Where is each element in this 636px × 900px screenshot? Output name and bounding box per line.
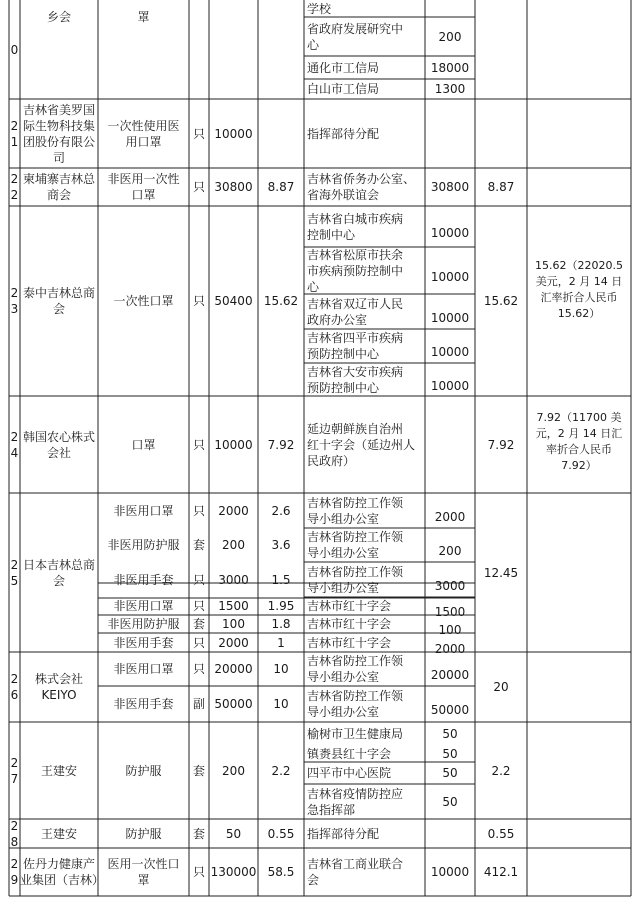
amount: 10 xyxy=(273,662,289,676)
amount: 7.92 xyxy=(267,437,295,452)
recipient-quantity: 200 xyxy=(438,544,462,558)
donor-name: 吉林省美罗国 际生物科技集 团股份有限公 司 xyxy=(22,102,95,165)
serial-number-digit: 6 xyxy=(10,688,19,702)
recipient-quantity: 50000 xyxy=(430,703,470,717)
donor-name: 王建安 xyxy=(40,826,77,841)
recipient-name: 学校 xyxy=(307,1,332,16)
amount: 15.62 xyxy=(263,294,299,308)
item-name: 非医用防护服 xyxy=(107,617,180,631)
recipient-name: 吉林省防控工作领 导小组办公室 xyxy=(307,654,404,684)
unit: 只 xyxy=(192,294,205,308)
amount: 0.55 xyxy=(267,826,295,841)
unit: 只 xyxy=(192,599,205,613)
item-name: 非医用手套 xyxy=(113,635,174,650)
amount: 1.8 xyxy=(271,617,291,631)
recipient-quantity: 20000 xyxy=(430,668,470,682)
item-name: 非医用手套 xyxy=(113,572,174,587)
item-name: 一次性口罩 xyxy=(113,294,174,308)
quantity: 50400 xyxy=(214,294,253,308)
serial-number-digit: 2 xyxy=(10,755,19,770)
unit: 只 xyxy=(192,126,205,141)
quantity: 200 xyxy=(222,538,245,552)
amount: 58.5 xyxy=(267,865,295,879)
item-name: 防护服 xyxy=(125,826,162,841)
item-name: 非医用一次性 口罩 xyxy=(107,172,180,202)
recipient-name: 吉林省大安市疾病 预防控制中心 xyxy=(307,364,404,395)
amount: 8.87 xyxy=(267,180,295,194)
amount: 3.6 xyxy=(271,538,291,552)
unit: 副 xyxy=(192,697,205,711)
recipient-name: 吉林省防控工作领 导小组办公室 xyxy=(307,564,404,595)
recipient-quantity: 1300 xyxy=(434,82,466,96)
amount: 1 xyxy=(277,635,285,650)
total-amount: 12.45 xyxy=(483,565,519,580)
recipient-quantity: 50 xyxy=(442,766,458,780)
recipient-quantity: 2000 xyxy=(434,641,466,656)
quantity: 3000 xyxy=(218,572,249,587)
recipient-quantity: 10000 xyxy=(430,345,470,359)
recipient-quantity: 10000 xyxy=(430,865,470,879)
serial-number-digit: 2 xyxy=(10,818,19,833)
note-text: 7.92（11700 美 元，2 月 14 日汇 率折合人民币 7.92） xyxy=(535,411,623,472)
donor-name: 泰中吉林总商 会 xyxy=(22,286,95,316)
unit: 套 xyxy=(192,538,205,552)
total-amount: 7.92 xyxy=(487,437,515,452)
recipient-name: 吉林省防控工作领 导小组办公室 xyxy=(307,495,404,526)
quantity: 2000 xyxy=(218,503,249,518)
item-name: 一次性使用医 用口罩 xyxy=(107,118,180,149)
quantity: 30800 xyxy=(214,180,253,194)
recipient-name: 吉林省防控工作领 导小组办公室 xyxy=(307,530,404,560)
recipient-name: 榆树市卫生健康局 xyxy=(307,726,404,741)
recipient-name: 吉林省松原市扶余 市疾病预防控制中 心 xyxy=(307,247,404,294)
recipient-name: 吉林省四平市疾病 预防控制中心 xyxy=(307,331,404,361)
donor-name: 乡会 xyxy=(46,10,71,24)
amount: 1.5 xyxy=(271,572,291,587)
quantity: 20000 xyxy=(214,662,253,676)
total-amount: 412.1 xyxy=(483,865,519,879)
recipient-name: 吉林市红十字会 xyxy=(307,635,392,650)
serial-number-digit: 3 xyxy=(10,302,19,316)
total-amount: 2.2 xyxy=(491,763,511,778)
recipient-name: 吉林省侨务办公室、 省海外联谊会 xyxy=(307,172,416,202)
total-amount: 8.87 xyxy=(487,180,515,194)
donor-name: 韩国农心株式 会社 xyxy=(22,429,95,460)
recipient-quantity: 30800 xyxy=(430,180,470,194)
recipient-name: 延边朝鲜族自治州 红十字会（延边州人 民政府） xyxy=(307,421,416,468)
quantity: 50000 xyxy=(214,697,253,711)
recipient-quantity: 3000 xyxy=(434,578,466,593)
unit: 只 xyxy=(192,437,205,452)
recipient-name: 吉林市红十字会 xyxy=(307,617,392,631)
item-name: 非医用手套 xyxy=(113,697,174,711)
recipient-quantity: 2000 xyxy=(434,509,466,524)
amount: 2.6 xyxy=(271,503,291,518)
unit: 套 xyxy=(192,763,205,778)
recipient-quantity: 50 xyxy=(442,794,458,809)
recipient-name: 白山市工信局 xyxy=(307,82,380,96)
total-amount: 0.55 xyxy=(487,826,515,841)
item-name: 罩 xyxy=(137,10,150,24)
serial-number-digit: 5 xyxy=(10,573,19,588)
recipient-name: 吉林省白城市疾病 控制中心 xyxy=(307,211,404,242)
recipient-name: 吉林省防控工作领 导小组办公室 xyxy=(307,689,404,719)
quantity: 50 xyxy=(225,826,242,841)
item-name: 非医用口罩 xyxy=(113,503,174,518)
serial-number-digit: 2 xyxy=(10,188,19,202)
unit: 只 xyxy=(192,662,205,676)
item-name: 防护服 xyxy=(125,763,162,778)
recipient-name: 指挥部待分配 xyxy=(307,826,380,841)
recipient-name: 省政府发展研究中 心 xyxy=(307,21,404,52)
serial-number-digit: 2 xyxy=(10,857,19,871)
serial-number-digit: 0 xyxy=(10,42,19,57)
recipient-name: 吉林省疫情防控应 急指挥部 xyxy=(307,786,404,817)
unit: 只 xyxy=(192,572,205,587)
unit: 套 xyxy=(192,826,205,841)
item-name: 医用一次性口 罩 xyxy=(107,857,180,887)
donor-name: 王建安 xyxy=(40,763,77,778)
recipient-quantity: 50 xyxy=(442,726,458,741)
serial-number-digit: 7 xyxy=(10,771,19,786)
serial-number-digit: 2 xyxy=(10,557,19,572)
donor-name: 柬埔寨吉林总 商会 xyxy=(22,172,95,202)
serial-number-digit: 9 xyxy=(10,873,19,887)
donor-name: 佐丹力健康产 业集团（吉林） xyxy=(20,857,105,887)
unit: 只 xyxy=(192,503,205,518)
recipient-name: 吉林省双辽市人民 政府办公室 xyxy=(307,296,404,327)
recipient-quantity: 10000 xyxy=(430,310,470,325)
item-name: 非医用防护服 xyxy=(107,538,180,552)
quantity: 2000 xyxy=(218,635,249,650)
quantity: 200 xyxy=(222,763,245,778)
total-amount: 15.62 xyxy=(483,294,519,308)
recipient-name: 四平市中心医院 xyxy=(307,766,392,780)
recipient-quantity: 10000 xyxy=(430,269,470,284)
note-text: 15.62（22020.5 美元，2 月 14 日 汇率折合人民币 15.62） xyxy=(535,259,623,320)
unit: 只 xyxy=(192,865,205,879)
serial-number-digit: 2 xyxy=(10,672,19,686)
quantity: 130000 xyxy=(210,865,257,879)
recipient-name: 吉林市红十字会 xyxy=(307,599,392,613)
serial-number-digit: 2 xyxy=(10,118,19,133)
unit: 只 xyxy=(192,635,205,650)
serial-number-digit: 2 xyxy=(10,429,19,444)
amount: 2.2 xyxy=(271,763,291,778)
unit: 只 xyxy=(192,180,205,194)
serial-number-digit: 2 xyxy=(10,286,19,300)
recipient-quantity: 18000 xyxy=(430,60,470,75)
unit: 套 xyxy=(192,617,205,631)
recipient-name: 吉林省工商业联合 会 xyxy=(307,857,404,887)
donor-name: 日本吉林总商 会 xyxy=(22,557,95,588)
total-amount: 20 xyxy=(493,680,509,694)
item-name: 口罩 xyxy=(131,437,156,452)
item-name: 非医用口罩 xyxy=(113,662,174,676)
quantity: 10000 xyxy=(214,126,253,141)
recipient-quantity: 50 xyxy=(442,746,458,761)
amount: 10 xyxy=(273,697,289,711)
item-name: 非医用口罩 xyxy=(113,599,174,613)
recipient-name: 指挥部待分配 xyxy=(307,126,380,141)
recipient-quantity: 200 xyxy=(438,29,462,44)
recipient-quantity: 100 xyxy=(438,623,462,637)
serial-number-digit: 2 xyxy=(10,172,19,186)
recipient-quantity: 1500 xyxy=(434,605,466,619)
quantity: 1500 xyxy=(218,599,249,613)
recipient-name: 通化市工信局 xyxy=(307,60,380,75)
quantity: 100 xyxy=(222,617,245,631)
amount: 1.95 xyxy=(267,599,295,613)
serial-number-digit: 4 xyxy=(10,445,19,460)
recipient-quantity: 10000 xyxy=(430,225,470,240)
recipient-name: 镇赉县红十字会 xyxy=(307,746,392,761)
quantity: 10000 xyxy=(214,437,253,452)
donor-name: 株式会社 KEIYO xyxy=(34,672,83,702)
serial-number-digit: 8 xyxy=(10,834,19,849)
recipient-quantity: 10000 xyxy=(430,378,470,393)
serial-number-digit: 1 xyxy=(10,134,19,149)
